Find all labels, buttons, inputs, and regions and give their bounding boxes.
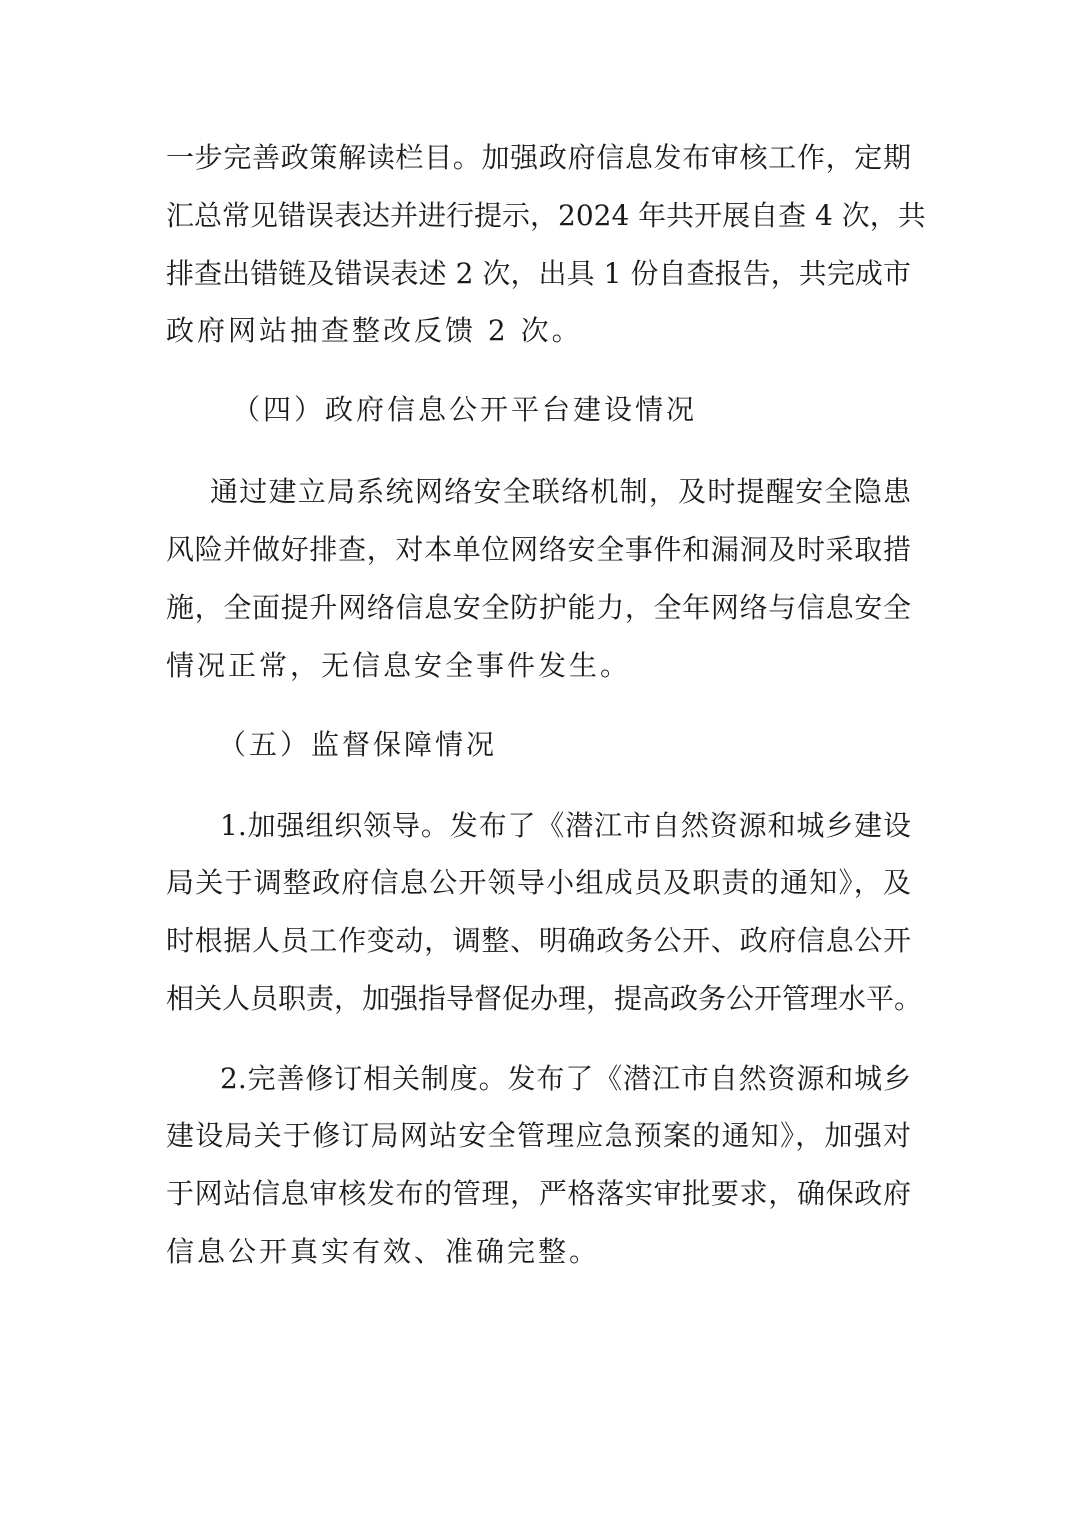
paragraph-4-line-4: 信息公开真实有效、准确完整。 — [166, 1235, 601, 1268]
paragraph-1-line-1: 一步完善政策解读栏目。加强政府信息发布审核工作，定期 — [166, 141, 911, 174]
paragraph-2-line-4: 情况正常，无信息安全事件发生。 — [166, 649, 632, 682]
paragraph-4-line-2: 建设局关于修订局网站安全管理应急预案的通知》，加强对 — [166, 1119, 911, 1152]
section-heading-5: （五）监督保障情况 — [218, 728, 498, 761]
paragraph-1-line-4: 政府网站抽查整改反馈 2 次。 — [166, 314, 583, 347]
paragraph-2-line-2: 风险并做好排查，对本单位网络安全事件和漏洞及时采取措 — [166, 533, 911, 566]
paragraph-4-line-3: 于网站信息审核发布的管理，严格落实审批要求，确保政府 — [166, 1177, 911, 1210]
paragraph-2-line-3: 施，全面提升网络信息安全防护能力，全年网络与信息安全 — [166, 591, 911, 624]
paragraph-3-line-4: 相关人员职责，加强指导督促办理，提高政务公开管理水平。 — [166, 982, 923, 1015]
paragraph-3-line-1: 1.加强组织领导。发布了《潜江市自然资源和城乡建设 — [220, 809, 911, 842]
paragraph-3-line-3: 时根据人员工作变动，调整、明确政务公开、政府信息公开 — [166, 924, 911, 957]
paragraph-1-line-3: 排查出错链及错误表述 2 次，出具 1 份自查报告，共完成市 — [166, 257, 911, 290]
paragraph-3-line-2: 局关于调整政府信息公开领导小组成员及职责的通知》，及 — [166, 866, 911, 899]
paragraph-1-line-2: 汇总常见错误表达并进行提示，2024 年共开展自查 4 次，共 — [166, 199, 926, 232]
paragraph-4-line-1: 2.完善修订相关制度。发布了《潜江市自然资源和城乡 — [220, 1062, 911, 1095]
paragraph-2-line-1: 通过建立局系统网络安全联络机制，及时提醒安全隐患 — [210, 475, 911, 508]
section-heading-4: （四）政府信息公开平台建设情况 — [232, 393, 698, 426]
